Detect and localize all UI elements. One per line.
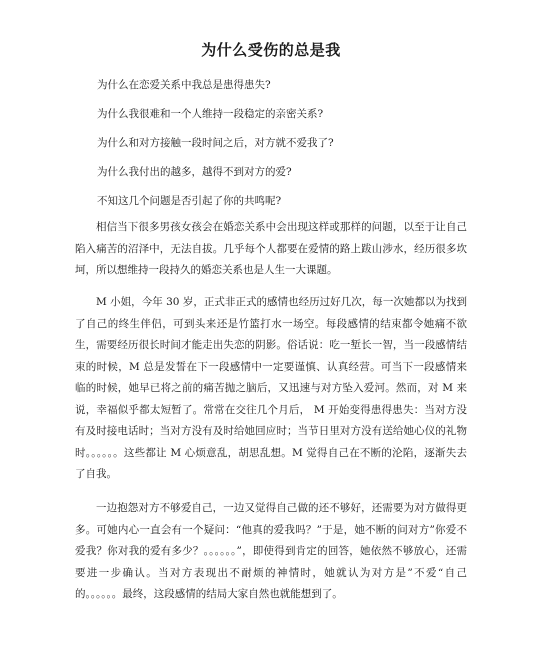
question-2: 为什么我很难和一个人维持一段稳定的亲密关系? <box>97 108 324 120</box>
question-3: 为什么和对方接触一段时间之后，对方就不爱我了? <box>97 137 334 149</box>
document-title: 为什么受伤的总是我 <box>201 41 341 59</box>
paragraph-2: M 小姐，今年 30 岁，正式非正式的感情也经历过好几次，每一次她都以为找到了自己的终生伴侣，可到头来还是竹篮打水一场空。每段感情的结束都令她痛不欲生，需要经历很长时间才能走出失恋的阴影。俗话说：吃一堑长一智，当一段感情结束的时候，M 总是发誓在下一段感情中一定要谨慎、认真经营。可当下一段感情来临的时候，她早已将之前的痛苦抛之脑后，又迅速与对方坠入爱河。然而，对 M 来说，幸福似乎都太短暂了。常常在交往几个月后， M 开始变得患得患失：当对方没有及时接电话时；当对方没有及时给她回应时；当节日里对方没有送给她心仪的礼物时。。。。。。这些都让 M 心烦意乱，胡思乱想。M 觉得自己在不断的沦陷，逐渐失去了自我。 <box>75 296 467 480</box>
question-1: 为什么在恋爱关系中我总是患得患失? <box>97 79 271 91</box>
question-5: 不知这几个问题是否引起了你的共鸣呢? <box>97 195 282 207</box>
paragraph-1: 相信当下很多男孩女孩会在婚恋关系中会出现这样或那样的问题，以至于让自己陷入痛苦的沼泽中，无法自拔。几乎每个人都要在爱情的路上跋山涉水，经历很多坎坷，所以想维持一段持久的婚恋关系也是人生一大课题。 <box>75 221 467 276</box>
question-4: 为什么我付出的越多，越得不到对方的爱? <box>97 166 292 178</box>
paragraph-3: 一边抱怨对方不够爱自己，一边又觉得自己做的还不够好，还需要为对方做得更多。可她内心一直会有一个疑问：“他真的爱我吗？”于是，她不断的问对方”你爱不爱我？你对我的爱有多少？。。。。。。”，即使得到肯定的回答，她依然不够放心，还需要进一步确认。当对方表现出不耐烦的神情时，她就认为对方是”不爱“自己的。。。。。。最终，这段感情的结局大家自然也就能想到了。 <box>75 502 467 600</box>
